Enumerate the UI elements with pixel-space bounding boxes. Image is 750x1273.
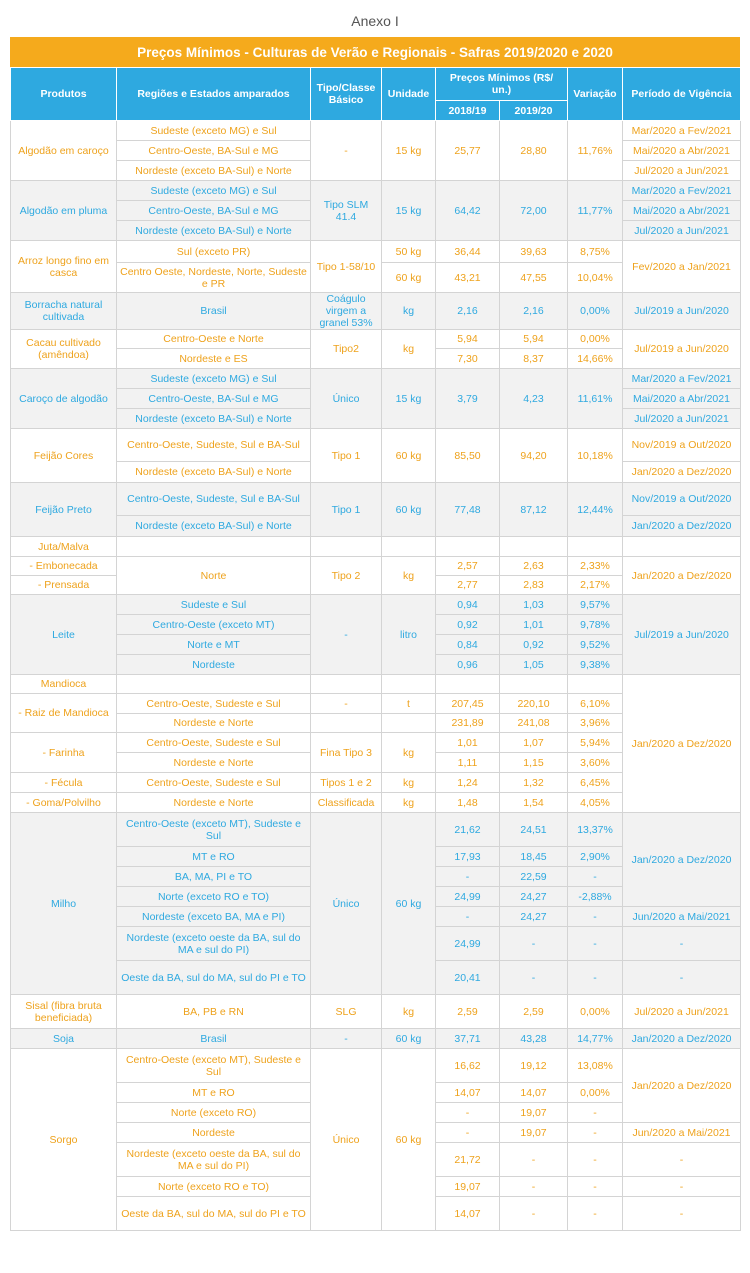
cell-reg: BA, MA, PI e TO [117,867,311,887]
cell-p2: 241,08 [500,714,568,733]
cell-per: Mai/2020 a Abr/2021 [623,141,741,161]
cell-p2: 220,10 [500,694,568,714]
table-row [11,429,741,462]
cell-p1: 0,94 [436,595,500,615]
cell-p1: 14,07 [436,1083,500,1103]
cell-p1: 20,41 [436,961,500,995]
cell-per: Jul/2020 a Jun/2021 [623,409,741,429]
cell-prod: Borracha natural cultivada [11,293,117,330]
cell-reg: Nordeste (exceto oeste da BA, sul do MA e sul do PI) [117,1143,311,1177]
cell-p1: 21,62 [436,813,500,847]
cell-p2: - [500,927,568,961]
cell-reg: MT e RO [117,1083,311,1103]
cell-p2: 1,07 [500,733,568,753]
cell-per: Jul/2020 a Jun/2021 [623,221,741,241]
cell-prod: Cacau cultivado (amêndoa) [11,330,117,369]
cell-per: - [623,1197,741,1231]
table-row [11,813,741,847]
cell-reg: Centro-Oeste, BA-Sul e MG [117,141,311,161]
cell-reg: Centro-Oeste, Sudeste, Sul e BA-Sul [117,429,311,462]
cell-per: Jul/2019 a Jun/2020 [623,595,741,675]
cell-un [382,537,436,557]
cell-prod: Sorgo [11,1049,117,1231]
table-title: Preços Mínimos - Culturas de Verão e Regionais - Safras 2019/2020 e 2020 [10,37,740,67]
cell-un: kg [382,330,436,369]
cell-per: Jul/2019 a Jun/2020 [623,293,741,330]
cell-prod: Caroço de algodão [11,369,117,429]
cell-per: Fev/2020 a Jan/2021 [623,241,741,293]
cell-reg: Nordeste (exceto BA-Sul) e Norte [117,161,311,181]
cell-p2: 94,20 [500,429,568,483]
cell-tipo: Tipo2 [311,330,382,369]
cell-reg: Norte (exceto RO e TO) [117,1177,311,1197]
cell-reg: Nordeste e Norte [117,714,311,733]
cell-p1 [436,675,500,694]
cell-reg: Nordeste [117,655,311,675]
cell-prod: - Embonecada [11,557,117,576]
cell-p1: 16,62 [436,1049,500,1083]
cell-p1: 85,50 [436,429,500,483]
table-row [11,537,741,557]
cell-reg: Nordeste [117,1123,311,1143]
cell-un: 60 kg [382,813,436,995]
cell-prod: Feijão Cores [11,429,117,483]
cell-tipo: Único [311,1049,382,1231]
cell-var: 11,61% [568,369,623,429]
cell-p2 [500,675,568,694]
cell-var: 2,33% [568,557,623,576]
table-row [11,330,741,349]
cell-reg [117,675,311,694]
cell-p2: 39,63 [500,241,568,263]
cell-un: 15 kg [382,369,436,429]
cell-var: 10,04% [568,263,623,293]
cell-p2: - [500,1177,568,1197]
cell-tipo [311,714,382,733]
cell-p1: - [436,907,500,927]
cell-var: -2,88% [568,887,623,907]
cell-per: - [623,961,741,995]
cell-var: 13,37% [568,813,623,847]
cell-per: - [623,1143,741,1177]
cell-p2: 24,51 [500,813,568,847]
cell-reg: Nordeste (exceto BA, MA e PI) [117,907,311,927]
cell-tipo: - [311,121,382,181]
cell-un: kg [382,995,436,1029]
cell-reg: Norte (exceto RO e TO) [117,887,311,907]
cell-reg: Centro-Oeste (exceto MT), Sudeste e Sul [117,813,311,847]
cell-per: Jan/2020 a Dez/2020 [623,675,741,813]
cell-p2: 4,23 [500,369,568,429]
cell-un: kg [382,733,436,773]
cell-var: - [568,907,623,927]
cell-prod: Algodão em caroço [11,121,117,181]
cell-un: 15 kg [382,181,436,241]
cell-prod: Milho [11,813,117,995]
cell-reg: Sudeste e Sul [117,595,311,615]
cell-reg: Nordeste e Norte [117,793,311,813]
header-precos: Preços Mínimos (R$/ un.) [436,68,568,101]
table-row [11,557,741,576]
price-table-area [10,37,740,1231]
cell-p2: 19,12 [500,1049,568,1083]
cell-p2: 1,32 [500,773,568,793]
cell-p2: 22,59 [500,867,568,887]
cell-var: 12,44% [568,483,623,537]
cell-var: 2,17% [568,576,623,595]
cell-reg: Centro-Oeste, Sudeste e Sul [117,694,311,714]
cell-prod: Feijão Preto [11,483,117,537]
cell-p1: 1,24 [436,773,500,793]
cell-un: kg [382,557,436,595]
cell-prod: Mandioca [11,675,117,694]
cell-un: kg [382,793,436,813]
cell-tipo: - [311,595,382,675]
cell-p1: 24,99 [436,887,500,907]
cell-p1: 231,89 [436,714,500,733]
cell-p2: - [500,1143,568,1177]
cell-reg: Brasil [117,293,311,330]
cell-reg: Centro-Oeste e Norte [117,330,311,349]
cell-var: 14,77% [568,1029,623,1049]
cell-p1: 19,07 [436,1177,500,1197]
cell-p1: 5,94 [436,330,500,349]
cell-reg: Centro-Oeste (exceto MT) [117,615,311,635]
cell-var: 9,52% [568,635,623,655]
cell-p2: - [500,961,568,995]
cell-var: 0,00% [568,293,623,330]
cell-p1: 14,07 [436,1197,500,1231]
cell-p1: 0,92 [436,615,500,635]
cell-p1: - [436,867,500,887]
cell-reg: BA, PB e RN [117,995,311,1029]
cell-per: Jan/2020 a Dez/2020 [623,1049,741,1123]
table-row [11,1029,741,1049]
cell-per: Mar/2020 a Fev/2021 [623,121,741,141]
cell-p2: 2,16 [500,293,568,330]
table-row [11,293,741,330]
cell-tipo: Tipo 1 [311,429,382,483]
cell-var: 3,60% [568,753,623,773]
cell-p1: 36,44 [436,241,500,263]
cell-reg: Centro-Oeste, Sudeste e Sul [117,773,311,793]
cell-un: 60 kg [382,263,436,293]
table-row [11,995,741,1029]
cell-var: - [568,927,623,961]
cell-tipo: - [311,694,382,714]
cell-var: 0,00% [568,330,623,349]
header-produtos: Produtos [11,68,117,121]
cell-prod: Juta/Malva [11,537,117,557]
cell-un: 50 kg [382,241,436,263]
cell-p2: 47,55 [500,263,568,293]
cell-tipo: Classificada [311,793,382,813]
cell-reg: Centro-Oeste, Sudeste e Sul [117,733,311,753]
cell-var: 6,45% [568,773,623,793]
cell-p1: - [436,1103,500,1123]
cell-var: 9,78% [568,615,623,635]
cell-tipo: Coágulo virgem a granel 53% [311,293,382,330]
cell-per: Mar/2020 a Fev/2021 [623,181,741,201]
cell-per: Jun/2020 a Mai/2021 [623,1123,741,1143]
header-unidade: Unidade [382,68,436,121]
cell-p2: 2,63 [500,557,568,576]
cell-var: 0,00% [568,1083,623,1103]
cell-tipo: Tipos 1 e 2 [311,773,382,793]
cell-prod: - Fécula [11,773,117,793]
cell-p2: 1,03 [500,595,568,615]
cell-un: kg [382,773,436,793]
cell-p1: 24,99 [436,927,500,961]
cell-per: Jan/2020 a Dez/2020 [623,516,741,537]
header-tipo: Tipo/Classe Básico [311,68,382,121]
cell-var: 8,75% [568,241,623,263]
header-periodo: Período de Vigência [623,68,741,121]
cell-p1: 25,77 [436,121,500,181]
cell-un: kg [382,293,436,330]
cell-prod: - Prensada [11,576,117,595]
cell-tipo [311,675,382,694]
header-regioes: Regiões e Estados amparados [117,68,311,121]
cell-tipo: Tipo 1 [311,483,382,537]
cell-reg: Norte [117,557,311,595]
cell-p2: 8,37 [500,349,568,369]
cell-var: - [568,1143,623,1177]
cell-reg: Norte e MT [117,635,311,655]
cell-p1: 0,84 [436,635,500,655]
cell-tipo: SLG [311,995,382,1029]
cell-reg: Centro-Oeste, Sudeste, Sul e BA-Sul [117,483,311,516]
cell-per: Mai/2020 a Abr/2021 [623,389,741,409]
table-row [11,181,741,201]
cell-var: - [568,1123,623,1143]
cell-reg: Oeste da BA, sul do MA, sul do PI e TO [117,961,311,995]
cell-tipo: Tipo SLM 41.4 [311,181,382,241]
cell-p1: 37,71 [436,1029,500,1049]
cell-per: Nov/2019 a Out/2020 [623,429,741,462]
cell-p1: 43,21 [436,263,500,293]
cell-p2: 1,54 [500,793,568,813]
cell-p1: 7,30 [436,349,500,369]
cell-p1: 2,16 [436,293,500,330]
cell-per: Jan/2020 a Dez/2020 [623,813,741,907]
cell-var: 3,96% [568,714,623,733]
cell-p2: 24,27 [500,887,568,907]
cell-p1: 17,93 [436,847,500,867]
cell-tipo: Fina Tipo 3 [311,733,382,773]
cell-reg: Nordeste e ES [117,349,311,369]
cell-p2: 87,12 [500,483,568,537]
cell-reg [117,537,311,557]
cell-reg: Oeste da BA, sul do MA, sul do PI e TO [117,1197,311,1231]
cell-prod: Leite [11,595,117,675]
cell-prod: Algodão em pluma [11,181,117,241]
table-row [11,483,741,516]
table-row [11,675,741,694]
cell-p2: 14,07 [500,1083,568,1103]
cell-p2: 2,59 [500,995,568,1029]
cell-var: 9,57% [568,595,623,615]
table-body [11,121,741,1231]
cell-var: - [568,867,623,887]
cell-tipo: Único [311,369,382,429]
table-row [11,595,741,615]
cell-var: 5,94% [568,733,623,753]
cell-var [568,675,623,694]
cell-var: 9,38% [568,655,623,675]
cell-var: 10,18% [568,429,623,483]
cell-p2: 1,15 [500,753,568,773]
cell-prod: Arroz longo fino em casca [11,241,117,293]
cell-un: 60 kg [382,1029,436,1049]
cell-tipo [311,537,382,557]
cell-un [382,714,436,733]
cell-p1: 2,59 [436,995,500,1029]
cell-per: Nov/2019 a Out/2020 [623,483,741,516]
header-year-2: 2019/20 [500,101,568,121]
cell-p2: 2,83 [500,576,568,595]
cell-prod: - Raiz de Mandioca [11,694,117,733]
cell-reg: Brasil [117,1029,311,1049]
cell-p2: 1,05 [500,655,568,675]
cell-un: t [382,694,436,714]
cell-reg: Centro-Oeste, BA-Sul e MG [117,201,311,221]
cell-p2: - [500,1197,568,1231]
cell-reg: Sudeste (exceto MG) e Sul [117,121,311,141]
cell-p2: 43,28 [500,1029,568,1049]
table-row [11,121,741,141]
cell-prod: Sisal (fibra bruta beneficiada) [11,995,117,1029]
cell-var: 2,90% [568,847,623,867]
cell-reg: Centro-Oeste, BA-Sul e MG [117,389,311,409]
cell-un: 60 kg [382,1049,436,1231]
cell-p1: 21,72 [436,1143,500,1177]
cell-p1: - [436,1123,500,1143]
cell-prod: Soja [11,1029,117,1049]
header-variacao: Variação [568,68,623,121]
cell-p1: 3,79 [436,369,500,429]
cell-per: Mai/2020 a Abr/2021 [623,201,741,221]
cell-var: 0,00% [568,995,623,1029]
cell-prod: - Farinha [11,733,117,773]
cell-p1: 77,48 [436,483,500,537]
cell-p2 [500,537,568,557]
cell-p2: 1,01 [500,615,568,635]
cell-reg: Norte (exceto RO) [117,1103,311,1123]
cell-per: Jul/2019 a Jun/2020 [623,330,741,369]
cell-per: Jul/2020 a Jun/2021 [623,995,741,1029]
cell-p1: 1,01 [436,733,500,753]
cell-p2: 0,92 [500,635,568,655]
cell-per: Jan/2020 a Dez/2020 [623,462,741,483]
cell-reg: Nordeste e Norte [117,753,311,773]
cell-p2: 18,45 [500,847,568,867]
cell-reg: MT e RO [117,847,311,867]
cell-tipo: - [311,1029,382,1049]
cell-p1: 0,96 [436,655,500,675]
cell-un: 15 kg [382,121,436,181]
cell-p2: 72,00 [500,181,568,241]
cell-un: litro [382,595,436,675]
cell-p2: 5,94 [500,330,568,349]
cell-prod: - Goma/Polvilho [11,793,117,813]
table-row [11,369,741,389]
cell-var [568,537,623,557]
cell-p1: 1,48 [436,793,500,813]
table-row [11,241,741,263]
cell-per: - [623,927,741,961]
cell-p1: 64,42 [436,181,500,241]
cell-per [623,537,741,557]
cell-reg: Centro Oeste, Nordeste, Norte, Sudeste e PR [117,263,311,293]
cell-un: 60 kg [382,429,436,483]
cell-reg: Sudeste (exceto MG) e Sul [117,181,311,201]
cell-var: 4,05% [568,793,623,813]
cell-p2: 19,07 [500,1103,568,1123]
cell-p2: 19,07 [500,1123,568,1143]
cell-per: Jan/2020 a Dez/2020 [623,557,741,595]
cell-p1: 1,11 [436,753,500,773]
cell-un [382,675,436,694]
cell-reg: Nordeste (exceto BA-Sul) e Norte [117,409,311,429]
cell-un: 60 kg [382,483,436,537]
cell-var: 14,66% [568,349,623,369]
cell-var: 13,08% [568,1049,623,1083]
cell-var: - [568,961,623,995]
cell-per: Jan/2020 a Dez/2020 [623,1029,741,1049]
cell-reg: Nordeste (exceto BA-Sul) e Norte [117,462,311,483]
cell-var: - [568,1103,623,1123]
cell-var: - [568,1197,623,1231]
cell-reg: Nordeste (exceto BA-Sul) e Norte [117,516,311,537]
cell-p2: 24,27 [500,907,568,927]
cell-p1: 2,57 [436,557,500,576]
cell-reg: Nordeste (exceto oeste da BA, sul do MA e sul do PI) [117,927,311,961]
price-table [10,67,741,1231]
cell-var: 11,77% [568,181,623,241]
cell-reg: Sul (exceto PR) [117,241,311,263]
cell-reg: Nordeste (exceto BA-Sul) e Norte [117,221,311,241]
cell-tipo: Único [311,813,382,995]
cell-var: 6,10% [568,694,623,714]
cell-per: - [623,1177,741,1197]
cell-per: Mar/2020 a Fev/2021 [623,369,741,389]
cell-p2: 28,80 [500,121,568,181]
cell-p1: 2,77 [436,576,500,595]
cell-p1: 207,45 [436,694,500,714]
cell-var: - [568,1177,623,1197]
cell-per: Jun/2020 a Mai/2021 [623,907,741,927]
annex-label: Anexo I [351,13,399,29]
cell-var: 11,76% [568,121,623,181]
header-year-1: 2018/19 [436,101,500,121]
cell-reg: Centro-Oeste (exceto MT), Sudeste e Sul [117,1049,311,1083]
cell-tipo: Tipo 2 [311,557,382,595]
cell-reg: Sudeste (exceto MG) e Sul [117,369,311,389]
cell-per: Jul/2020 a Jun/2021 [623,161,741,181]
cell-tipo: Tipo 1-58/10 [311,241,382,293]
cell-p1 [436,537,500,557]
table-row [11,1049,741,1083]
